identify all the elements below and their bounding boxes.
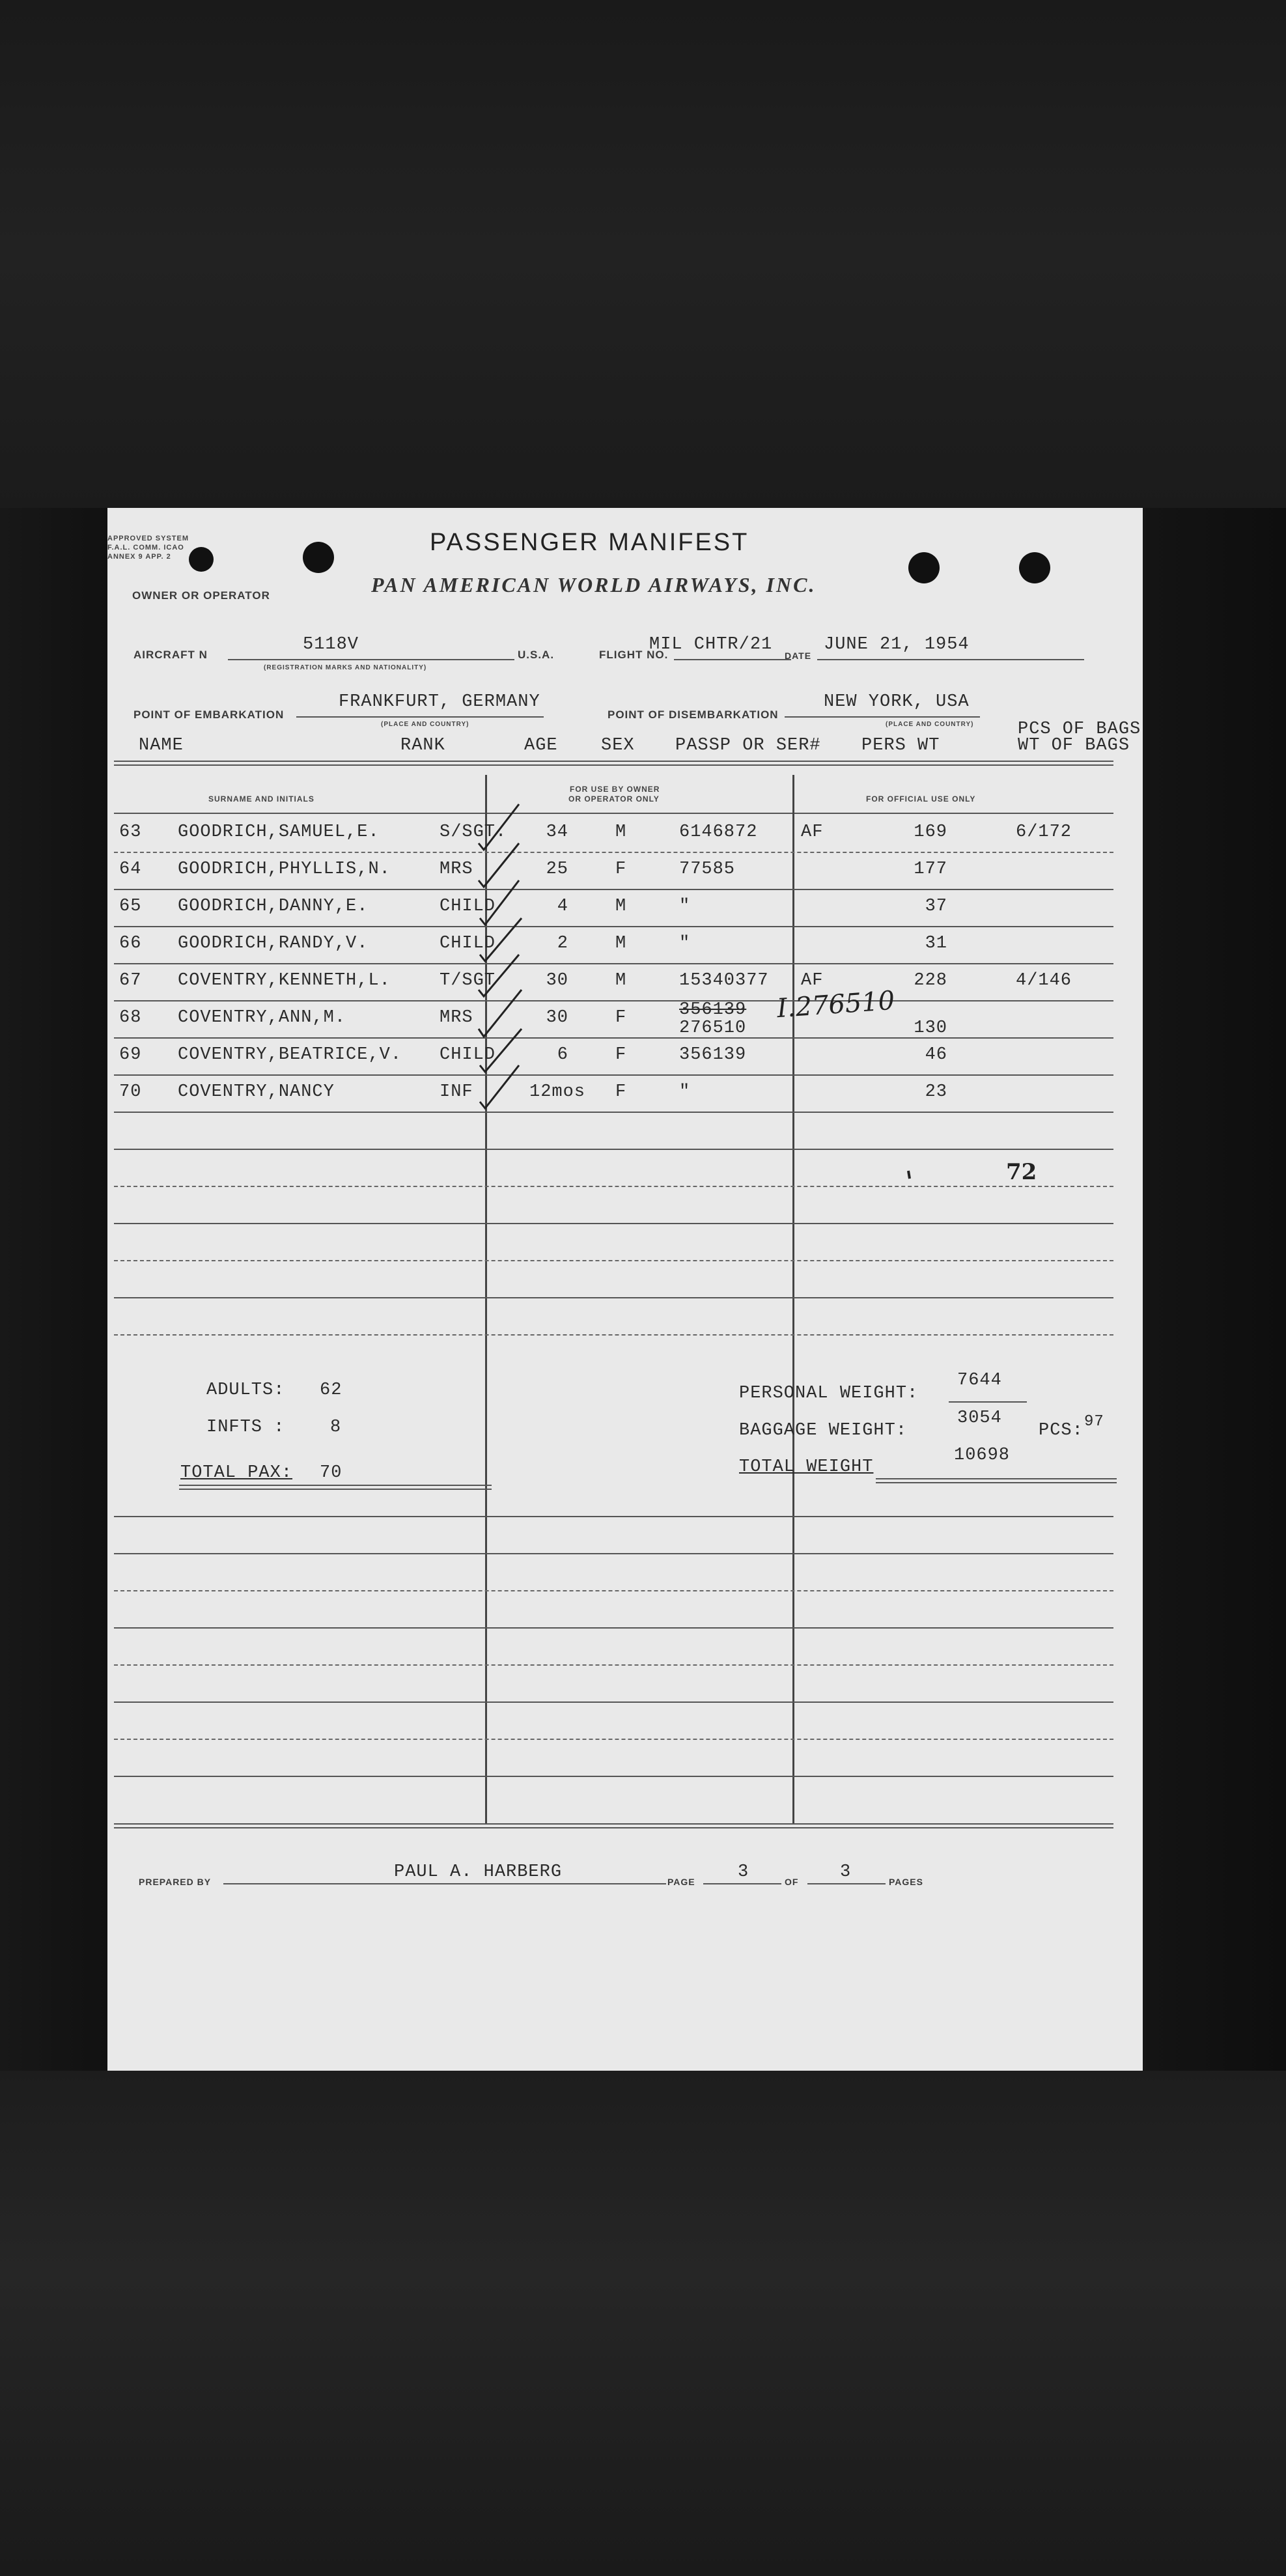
header-pcs-bags: PCS OF BAGS [1018,720,1141,739]
passenger-age: 12mos [529,1082,586,1102]
manifest-sheet [107,508,1143,2071]
row-number: 67 [119,971,142,990]
passenger-sex: F [615,1082,627,1102]
passenger-passport: " [679,1082,691,1102]
of-label: OF [785,1877,799,1887]
disembark-value: NEW YORK, USA [824,692,970,712]
page-value: 3 [738,1862,749,1882]
passenger-rank: INF [440,1082,473,1102]
personal-weight-label: PERSONAL WEIGHT: [739,1384,919,1403]
disembark-sub: (PLACE AND COUNTRY) [886,721,974,728]
pcs-value: 97 [1084,1413,1104,1431]
adults-value: 62 [320,1380,342,1400]
passenger-name: GOODRICH,SAMUEL,E. [178,822,380,842]
embark-sub: (PLACE AND COUNTRY) [381,721,469,728]
passenger-name: COVENTRY,NANCY [178,1082,335,1102]
passenger-age: 34 [546,822,568,842]
row-number: 69 [119,1045,142,1065]
passenger-weight: 130 [914,1018,947,1038]
passenger-weight: 37 [925,897,947,916]
passenger-name: COVENTRY,ANN,M. [178,1008,346,1028]
flight-value: MIL CHTR/21 [649,635,773,654]
baggage-weight-value: 3054 [957,1408,1002,1428]
row-number: 63 [119,822,142,842]
row-number: 70 [119,1082,142,1102]
adults-label: ADULTS: [206,1380,285,1400]
row-number: 65 [119,897,142,916]
row-number: 64 [119,860,142,879]
passenger-passport: 77585 [679,860,736,879]
passenger-sex: F [615,860,627,879]
check-mark-icon [479,804,519,850]
header-pers-wt: PERS WT [861,736,940,755]
header-passp: PASSP OR SER# [675,736,821,755]
infants-value: 8 [330,1418,342,1437]
aircraft-sub: (REGISTRATION MARKS AND NATIONALITY) [264,664,427,671]
header-wt-bags: WT OF BAGS [1018,736,1130,755]
prepared-by-value: PAUL A. HARBERG [394,1862,563,1882]
pages-label: PAGES [889,1877,923,1887]
passenger-category: AF [801,971,824,990]
passenger-passport: 276510 [679,1018,747,1038]
flight-label: FLIGHT NO. [599,649,669,661]
aircraft-label: AIRCRAFT N [133,649,208,661]
passenger-age: 4 [557,897,568,916]
handwritten-passport-note: I.276510 [776,985,896,1024]
personal-weight-value: 7644 [957,1371,1002,1390]
pcs-label: PCS: [1039,1421,1083,1440]
passenger-sex: M [615,897,627,916]
baggage-weight-label: BAGGAGE WEIGHT: [739,1421,908,1440]
passenger-passport: " [679,897,691,916]
passenger-age: 6 [557,1045,568,1065]
subheader-owner-use-2: OR OPERATOR ONLY [568,794,660,804]
disembark-label: POINT OF DISEMBARKATION [608,708,779,721]
passenger-weight: 177 [914,860,947,879]
passenger-age: 2 [557,934,568,953]
approval-note: APPROVED SYSTEM F.A.L. COMM. ICAO ANNEX 9 APP. 2 [107,535,189,561]
infants-label: INFTS : [206,1418,285,1437]
header-sex: SEX [601,736,635,755]
passenger-name: GOODRICH,RANDY,V. [178,934,369,953]
passenger-sex: F [615,1008,627,1028]
subheader-owner-use-1: FOR USE BY OWNER [570,785,660,794]
passenger-rank: MRS [440,860,473,879]
passenger-passport: " [679,934,691,953]
film-border-right [1146,508,1286,2071]
struck-passport: 356139 [679,1000,747,1020]
passenger-passport: 6146872 [679,822,758,842]
passenger-name: GOODRICH,DANNY,E. [178,897,369,916]
passenger-sex: M [615,934,627,953]
aircraft-value: 5118V [303,635,359,654]
passenger-passport: 15340377 [679,971,769,990]
form-title: PASSENGER MANIFEST [430,529,749,556]
passenger-rank: MRS [440,1008,473,1028]
page-label: PAGE [667,1877,695,1887]
passenger-rank: T/SGT [440,971,496,990]
passenger-weight: 169 [914,822,947,842]
passenger-rank: S/SGT. [440,822,507,842]
passenger-rank: CHILD [440,897,496,916]
passenger-sex: M [615,822,627,842]
airline-name: PAN AMERICAN WORLD AIRWAYS, INC. [371,573,817,596]
passenger-category: AF [801,822,824,842]
row-number: 66 [119,934,142,953]
row-number: 68 [119,1008,142,1028]
check-marks [107,508,1143,2071]
embark-value: FRANKFURT, GERMANY [339,692,540,712]
date-label: DATE [785,651,812,661]
passenger-sex: F [615,1045,627,1065]
bags-total-mark: 72 [1006,1159,1037,1185]
passenger-weight: 46 [925,1045,947,1065]
passenger-bags: 4/146 [1016,971,1072,990]
subheader-surname: SURNAME AND INITIALS [208,794,315,804]
embark-label: POINT OF EMBARKATION [133,708,285,721]
passenger-name: GOODRICH,PHYLLIS,N. [178,860,391,879]
passenger-weight: 31 [925,934,947,953]
passenger-age: 25 [546,860,568,879]
header-name: NAME [139,736,184,755]
check-mark-icon [479,990,522,1037]
check-mark-icon [480,880,519,925]
tick-mark-icon [908,1171,910,1179]
film-border-left [0,508,107,2071]
prepared-by-label: PREPARED BY [139,1877,212,1887]
passenger-rank: CHILD [440,934,496,953]
passenger-sex: M [615,971,627,990]
passenger-passport: 356139 [679,1045,747,1065]
passenger-name: COVENTRY,BEATRICE,V. [178,1045,402,1065]
subheader-official-use: FOR OFFICIAL USE ONLY [866,794,976,804]
nationality: U.S.A. [518,649,555,661]
passenger-age: 30 [546,1008,568,1028]
passenger-age: 30 [546,971,568,990]
passenger-bags: 6/172 [1016,822,1072,842]
passenger-weight: 23 [925,1082,947,1102]
film-border-top [0,0,1286,508]
passenger-weight: 228 [914,971,947,990]
total-pax-value: 70 [320,1463,342,1483]
total-pax-label: TOTAL PAX: [180,1463,293,1483]
passenger-name: COVENTRY,KENNETH,L. [178,971,391,990]
header-rank: RANK [400,736,445,755]
film-border-bottom [0,2071,1286,2576]
owner-label: OWNER OR OPERATOR [132,589,270,602]
of-value: 3 [840,1862,852,1882]
header-age: AGE [524,736,558,755]
date-value: JUNE 21, 1954 [824,635,970,654]
total-weight-label: TOTAL WEIGHT [739,1457,874,1477]
total-weight-value: 10698 [954,1446,1011,1465]
passenger-rank: CHILD [440,1045,496,1065]
